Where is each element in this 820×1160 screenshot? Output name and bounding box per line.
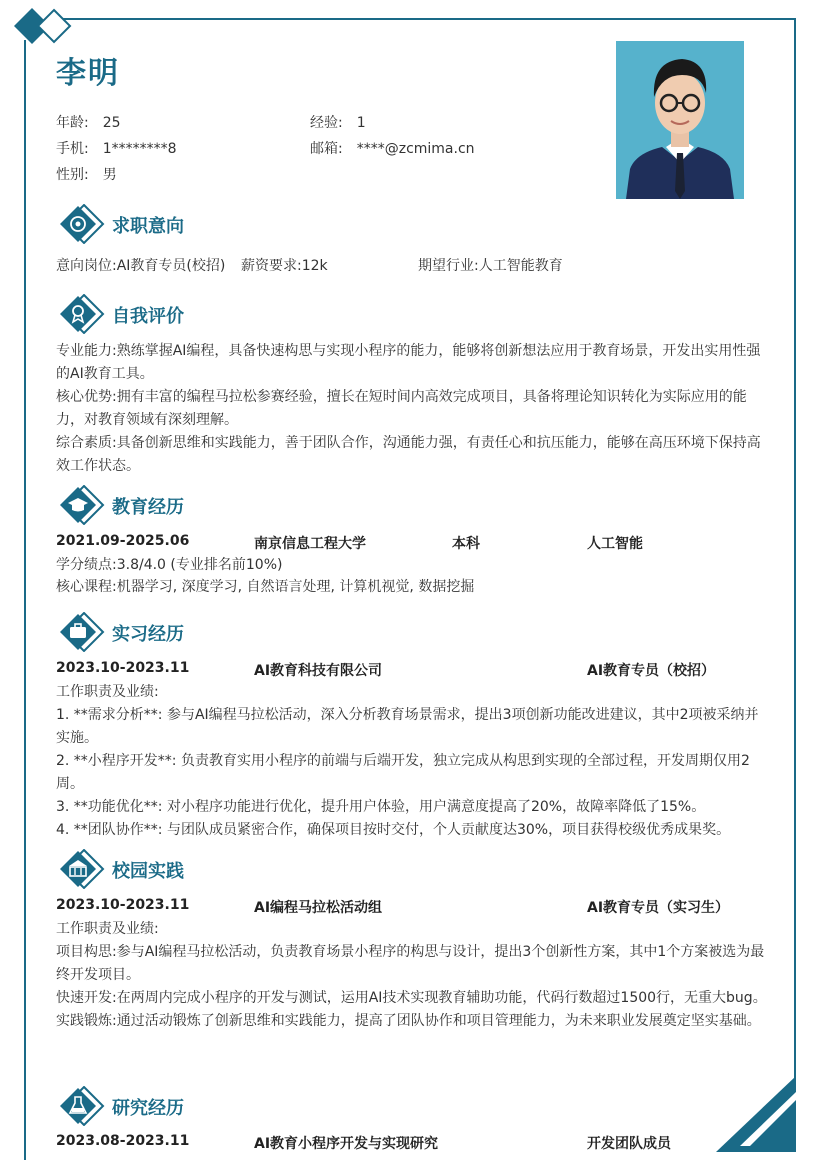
intern-line: 2. **小程序开发**: 负责教育实用小程序的前端与后端开发，独立完成从构思到实现的全部过程，开发周期仅用2周。 [56, 753, 750, 792]
intern-intro: 工作职责及业绩: [56, 684, 159, 700]
research-role: 开发团队成员 [587, 1136, 671, 1152]
briefcase-icon [58, 612, 110, 652]
section-title: 教育经历 [112, 497, 184, 518]
campus-period: 2023.10-2023.11 [56, 897, 190, 913]
self-line: 专业能力:熟练掌握AI编程，具备快速构思与实现小程序的能力，能够将创新想法应用于教育场景，开发出实用性强的AI教育工具。 [56, 343, 761, 382]
edu-courses: 核心课程:机器学习, 深度学习, 自然语言处理, 计算机视觉, 数据挖掘 [56, 579, 475, 595]
intern-line: 4. **团队协作**: 与团队成员紧密合作，确保项目按时交付，个人贡献度达30%，项目获得校级优秀成果奖。 [56, 822, 731, 838]
info-gender [56, 164, 117, 184]
section-header-internship [58, 612, 758, 652]
campus-line: 项目构思:参与AI编程马拉松活动，负责教育场景小程序的构思与设计，提出3个创新性方案，其中1个方案被选为最终开发项目。 [56, 944, 765, 983]
section-header-intent [58, 204, 758, 244]
section-title: 自我评价 [112, 306, 184, 327]
info-email [310, 138, 475, 158]
info-experience [310, 112, 366, 132]
section-title: 求职意向 [112, 216, 184, 237]
campus-intro: 工作职责及业绩: [56, 921, 159, 937]
profile-photo [616, 41, 744, 199]
candidate-name: 李明 [56, 56, 120, 91]
research-project: AI教育小程序开发与实现研究 [254, 1136, 439, 1152]
info-label: 年龄: [56, 115, 89, 131]
building-icon [58, 849, 110, 889]
section-title: 实习经历 [112, 624, 184, 645]
intern-role: AI教育专员（校招） [587, 663, 716, 679]
info-label: 性别: [56, 167, 89, 183]
target-icon [58, 204, 110, 244]
award-icon [58, 294, 110, 334]
edu-school: 南京信息工程大学 [254, 536, 366, 552]
intent-position: 意向岗位:AI教育专员(校招) [56, 258, 226, 274]
intern-line: 3. **功能优化**: 对小程序功能进行优化，提升用户体验，用户满意度提高了20%，故障率降低了15%。 [56, 799, 706, 815]
info-value: 男 [102, 167, 117, 183]
info-value: 1 [356, 115, 366, 131]
section-title: 校园实践 [112, 861, 184, 882]
self-line: 核心优势:拥有丰富的编程马拉松参赛经验，擅长在短时间内高效完成项目，具备将理论知识转化为实际应用的能力，对教育领域有深刻理解。 [56, 389, 747, 428]
research-period: 2023.08-2023.11 [56, 1133, 190, 1149]
campus-line: 快速开发:在两周内完成小程序的开发与测试，运用AI技术实现教育辅助功能，代码行数超过1500行，无重大bug。 [56, 990, 767, 1006]
info-label: 手机: [56, 141, 89, 157]
intern-period: 2023.10-2023.11 [56, 660, 190, 676]
frame-left-line [24, 40, 26, 1160]
info-phone [56, 138, 177, 158]
campus-role: AI教育专员（实习生） [587, 900, 730, 916]
section-header-education [58, 485, 758, 525]
flask-icon [58, 1086, 110, 1126]
info-age [56, 112, 121, 132]
portrait-illustration [616, 41, 744, 199]
graduation-cap-icon [58, 485, 110, 525]
section-header-research [58, 1086, 758, 1126]
edu-major: 人工智能 [587, 536, 643, 552]
self-evaluation [56, 340, 768, 478]
info-label: 邮箱: [310, 141, 343, 157]
intern-company: AI教育科技有限公司 [254, 663, 383, 679]
info-value: ****@zcmima.cn [356, 141, 475, 157]
frame-right-line [794, 18, 796, 1078]
campus-line: 实践锻炼:通过活动锻炼了创新思维和实践能力，提高了团队协作和项目管理能力，为未来职业发展奠定坚实基础。 [56, 1013, 761, 1029]
intent-industry: 期望行业:人工智能教育 [418, 258, 563, 274]
section-header-campus [58, 849, 758, 889]
info-label: 经验: [310, 115, 343, 131]
intern-details [56, 681, 768, 842]
corner-diamond-decoration [10, 6, 80, 46]
section-header-self [58, 294, 758, 334]
intern-line: 1. **需求分析**: 参与AI编程马拉松活动，深入分析教育场景需求，提出3项创新功能改进建议，其中2项被采纳并实施。 [56, 707, 759, 746]
intent-salary: 薪资要求:12k [241, 258, 328, 274]
campus-details [56, 918, 768, 1033]
edu-period: 2021.09-2025.06 [56, 533, 190, 549]
edu-degree: 本科 [452, 536, 480, 552]
info-value: 1********8 [102, 141, 177, 157]
campus-org: AI编程马拉松活动组 [254, 900, 383, 916]
self-line: 综合素质:具备创新思维和实践能力，善于团队合作，沟通能力强，有责任心和抗压能力，能够在高压环境下保持高效工作状态。 [56, 435, 761, 474]
section-title: 研究经历 [112, 1098, 184, 1119]
info-value: 25 [102, 115, 121, 131]
edu-gpa: 学分绩点:3.8/4.0 (专业排名前10%) [56, 557, 283, 573]
frame-top-line [56, 18, 796, 20]
